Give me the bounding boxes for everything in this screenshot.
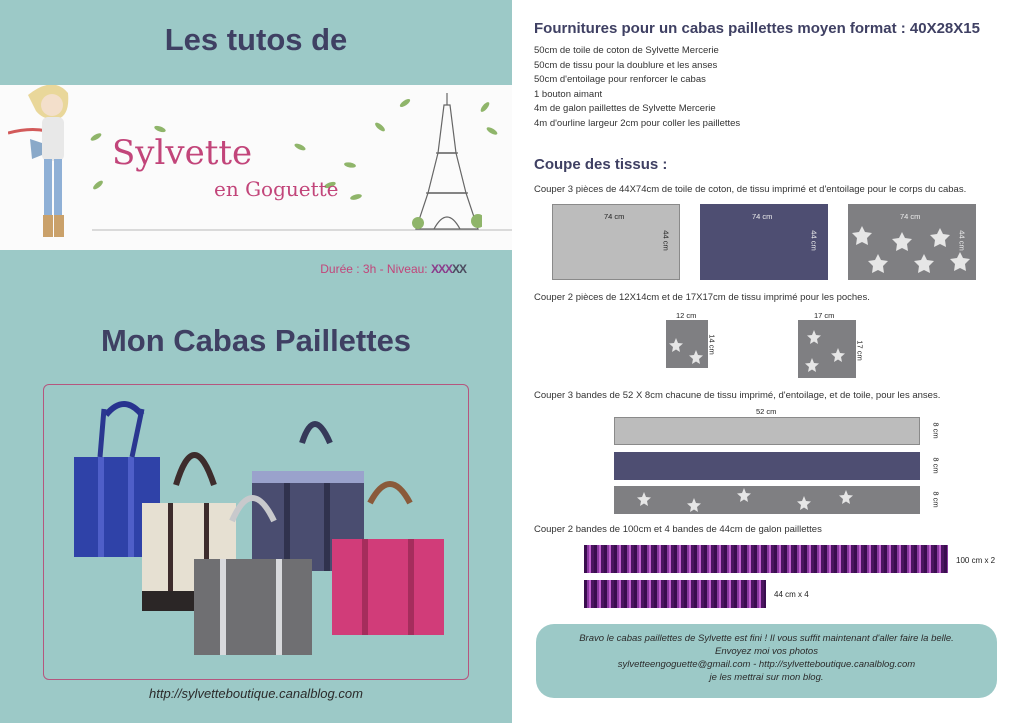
sequin-long-label: 100 cm x 2 (956, 556, 996, 565)
dim-label: 8 cm (931, 422, 941, 439)
project-title: Mon Cabas Paillettes (100, 323, 412, 358)
dim-label: 52 cm (756, 407, 777, 416)
closing-note (536, 624, 997, 698)
sequin-ribbon-short (584, 580, 766, 608)
cut-title: Coupe des tissus : (534, 156, 668, 173)
pocket-large (798, 320, 856, 378)
blog-url[interactable]: http://sylvetteboutique.canalblog.com (149, 686, 363, 701)
level-marks-on: XXX (430, 262, 452, 276)
dim-label: 44 cm (661, 230, 671, 251)
list-item: 50cm de toile de coton de Sylvette Mercerie (534, 45, 719, 56)
cut-instruction-1: Couper 3 pièces de 44X74cm de toile de coton, de tissu imprimé et d'entoilage pour le corps du cabas. (534, 184, 967, 195)
series-title: Les tutos de (164, 22, 348, 57)
list-item: 50cm d'entoilage pour renforcer le cabas (534, 74, 706, 85)
eiffel-tower-illustration (412, 93, 482, 233)
dim-label: 74 cm (752, 212, 773, 221)
list-item: 4m de galon paillettes de Sylvette Mercerie (534, 103, 716, 114)
closing-text: Envoyez moi vos photos (715, 646, 818, 657)
dim-label: 8 cm (931, 491, 941, 508)
closing-text: je les mettrai sur mon blog. (709, 672, 824, 683)
dim-label: 17 cm (855, 340, 865, 361)
brand-subtitle: en Goguette (214, 177, 339, 201)
dim-label: 44 cm (957, 230, 967, 251)
level-marks-off: XX (451, 262, 466, 276)
closing-text: Bravo le cabas paillettes de Sylvette est fini ! Il vous suffit maintenant d'aller faire la belle. (579, 633, 954, 644)
dim-label: 14 cm (707, 334, 717, 355)
cut-instruction-4: Couper 2 bandes de 100cm et 4 bandes de 44cm de galon paillettes (534, 524, 822, 535)
star-icon (614, 486, 920, 514)
dim-label: 17 cm (814, 311, 835, 320)
cut-instruction-3: Couper 3 bandes de 52 X 8cm chacune de tissu imprimé, d'entoilage, et de toile, pour les anses. (534, 390, 941, 401)
star-icon (798, 320, 856, 378)
brand-name: Sylvette (112, 133, 253, 173)
duration-label: Durée : 3h - Niveau: (320, 262, 428, 276)
dim-label: 74 cm (604, 212, 625, 221)
dim-label: 44 cm (809, 230, 819, 251)
contact-links[interactable]: sylvetteengoguette@gmail.com - http://sylvetteboutique.canalblog.com (617, 659, 916, 670)
supplies-list (534, 44, 740, 131)
sequin-ribbon-long (584, 545, 948, 573)
list-item: 1 bouton aimant (534, 88, 603, 100)
strap-starry (614, 486, 920, 514)
list-item: 50cm de tissu pour la doublure et les anses (534, 59, 718, 71)
star-icon (666, 320, 708, 368)
supplies-title: Fournitures pour un cabas paillettes moyen format : 40X28X15 (534, 20, 980, 37)
instructions-panel (512, 0, 1024, 723)
product-photo (43, 384, 469, 680)
duration-level (320, 262, 466, 276)
list-item: 4m d'ourline largeur 2cm pour coller les paillettes (534, 117, 741, 129)
sequin-short-label: 44 cm x 4 (774, 590, 809, 599)
strap-plain (614, 417, 920, 445)
brand-banner (0, 85, 512, 250)
pocket-small (666, 320, 708, 368)
dim-label: 8 cm (931, 457, 941, 474)
strap-navy (614, 452, 920, 480)
dim-label: 12 cm (676, 311, 697, 320)
cut-instruction-2: Couper 2 pièces de 12X14cm et de 17X17cm de tissu imprimé pour les poches. (534, 292, 870, 303)
dim-label: 74 cm (900, 212, 921, 221)
tote-bag-illustration (44, 385, 468, 679)
